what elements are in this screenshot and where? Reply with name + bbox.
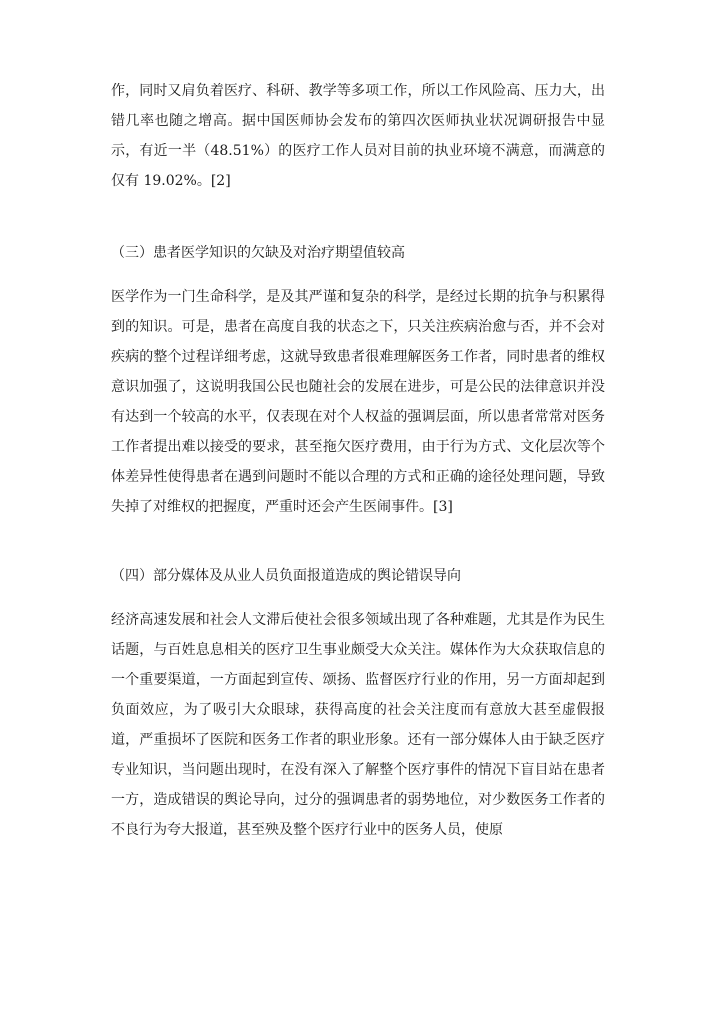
paragraph-media-reporting: 经济高速发展和社会人文滞后使社会很多领域出现了各种难题，尤其是作为民生话题，与百姓息息相关的医疗卫生事业颇受大众关注。媒体作为大众获取信息的一个重要渠道，一方面起到宣传、颂扬、监督医疗行业的作用，另一方面却起到负面效应，为了吸引大众眼球，获得高度的社会关注度而有意放大甚至虚假报道，严重损坏了医院和医务工作者的职业形象。还有一部分媒体人由于缺乏医疗专业知识，当问题出现时，在没有深入了解整个医疗事件的情况下盲目站在患者一方，造成错误的舆论导向，过分的强调患者的弱势地位，对少数医务工作者的不良行为夸大报道，甚至殃及整个医疗行业中的医务人员，使原	[111, 612, 605, 838]
section-heading-block	[111, 561, 605, 591]
section-heading-block	[111, 238, 605, 268]
paragraph-block	[111, 282, 605, 522]
section-heading-patients: （三）患者医学知识的欠缺及对治疗期望值较高	[111, 245, 405, 261]
paragraph-block	[111, 605, 605, 845]
paragraph-patient-knowledge: 医学作为一门生命科学，是及其严谨和复杂的科学，是经过长期的抗争与积累得到的知识。可是，患者在高度自我的状态之下，只关注疾病治愈与否，并不会对疾病的整个过程详细考虑，这就导致患者很难理解医务工作者，同时患者的维权意识加强了，这说明我国公民也随社会的发展在进步，可是公民的法律意识并没有达到一个较高的水平，仅表现在对个人权益的强调层面，所以患者常常对医务工作者提出难以接受的要求，甚至拖欠医疗费用，由于行为方式、文化层次等个体差异性使得患者在遇到问题时不能以合理的方式和正确的途径处理问题，导致失掉了对维权的把握度，严重时还会产生医闹事件。[3]	[111, 289, 605, 515]
paragraph-block	[111, 76, 605, 196]
section-heading-media: （四）部分媒体及从业人员负面报道造成的舆论错误导向	[111, 568, 461, 584]
paragraph-physician-survey: 作，同时又肩负着医疗、科研、教学等多项工作，所以工作风险高、压力大，出错几率也随之增高。据中国医师协会发布的第四次医师执业状况调研报告中显示，有近一半（48.51%）的医疗工作人员对目前的执业环境不满意，而满意的仅有 19.02%。[2]	[111, 83, 605, 189]
